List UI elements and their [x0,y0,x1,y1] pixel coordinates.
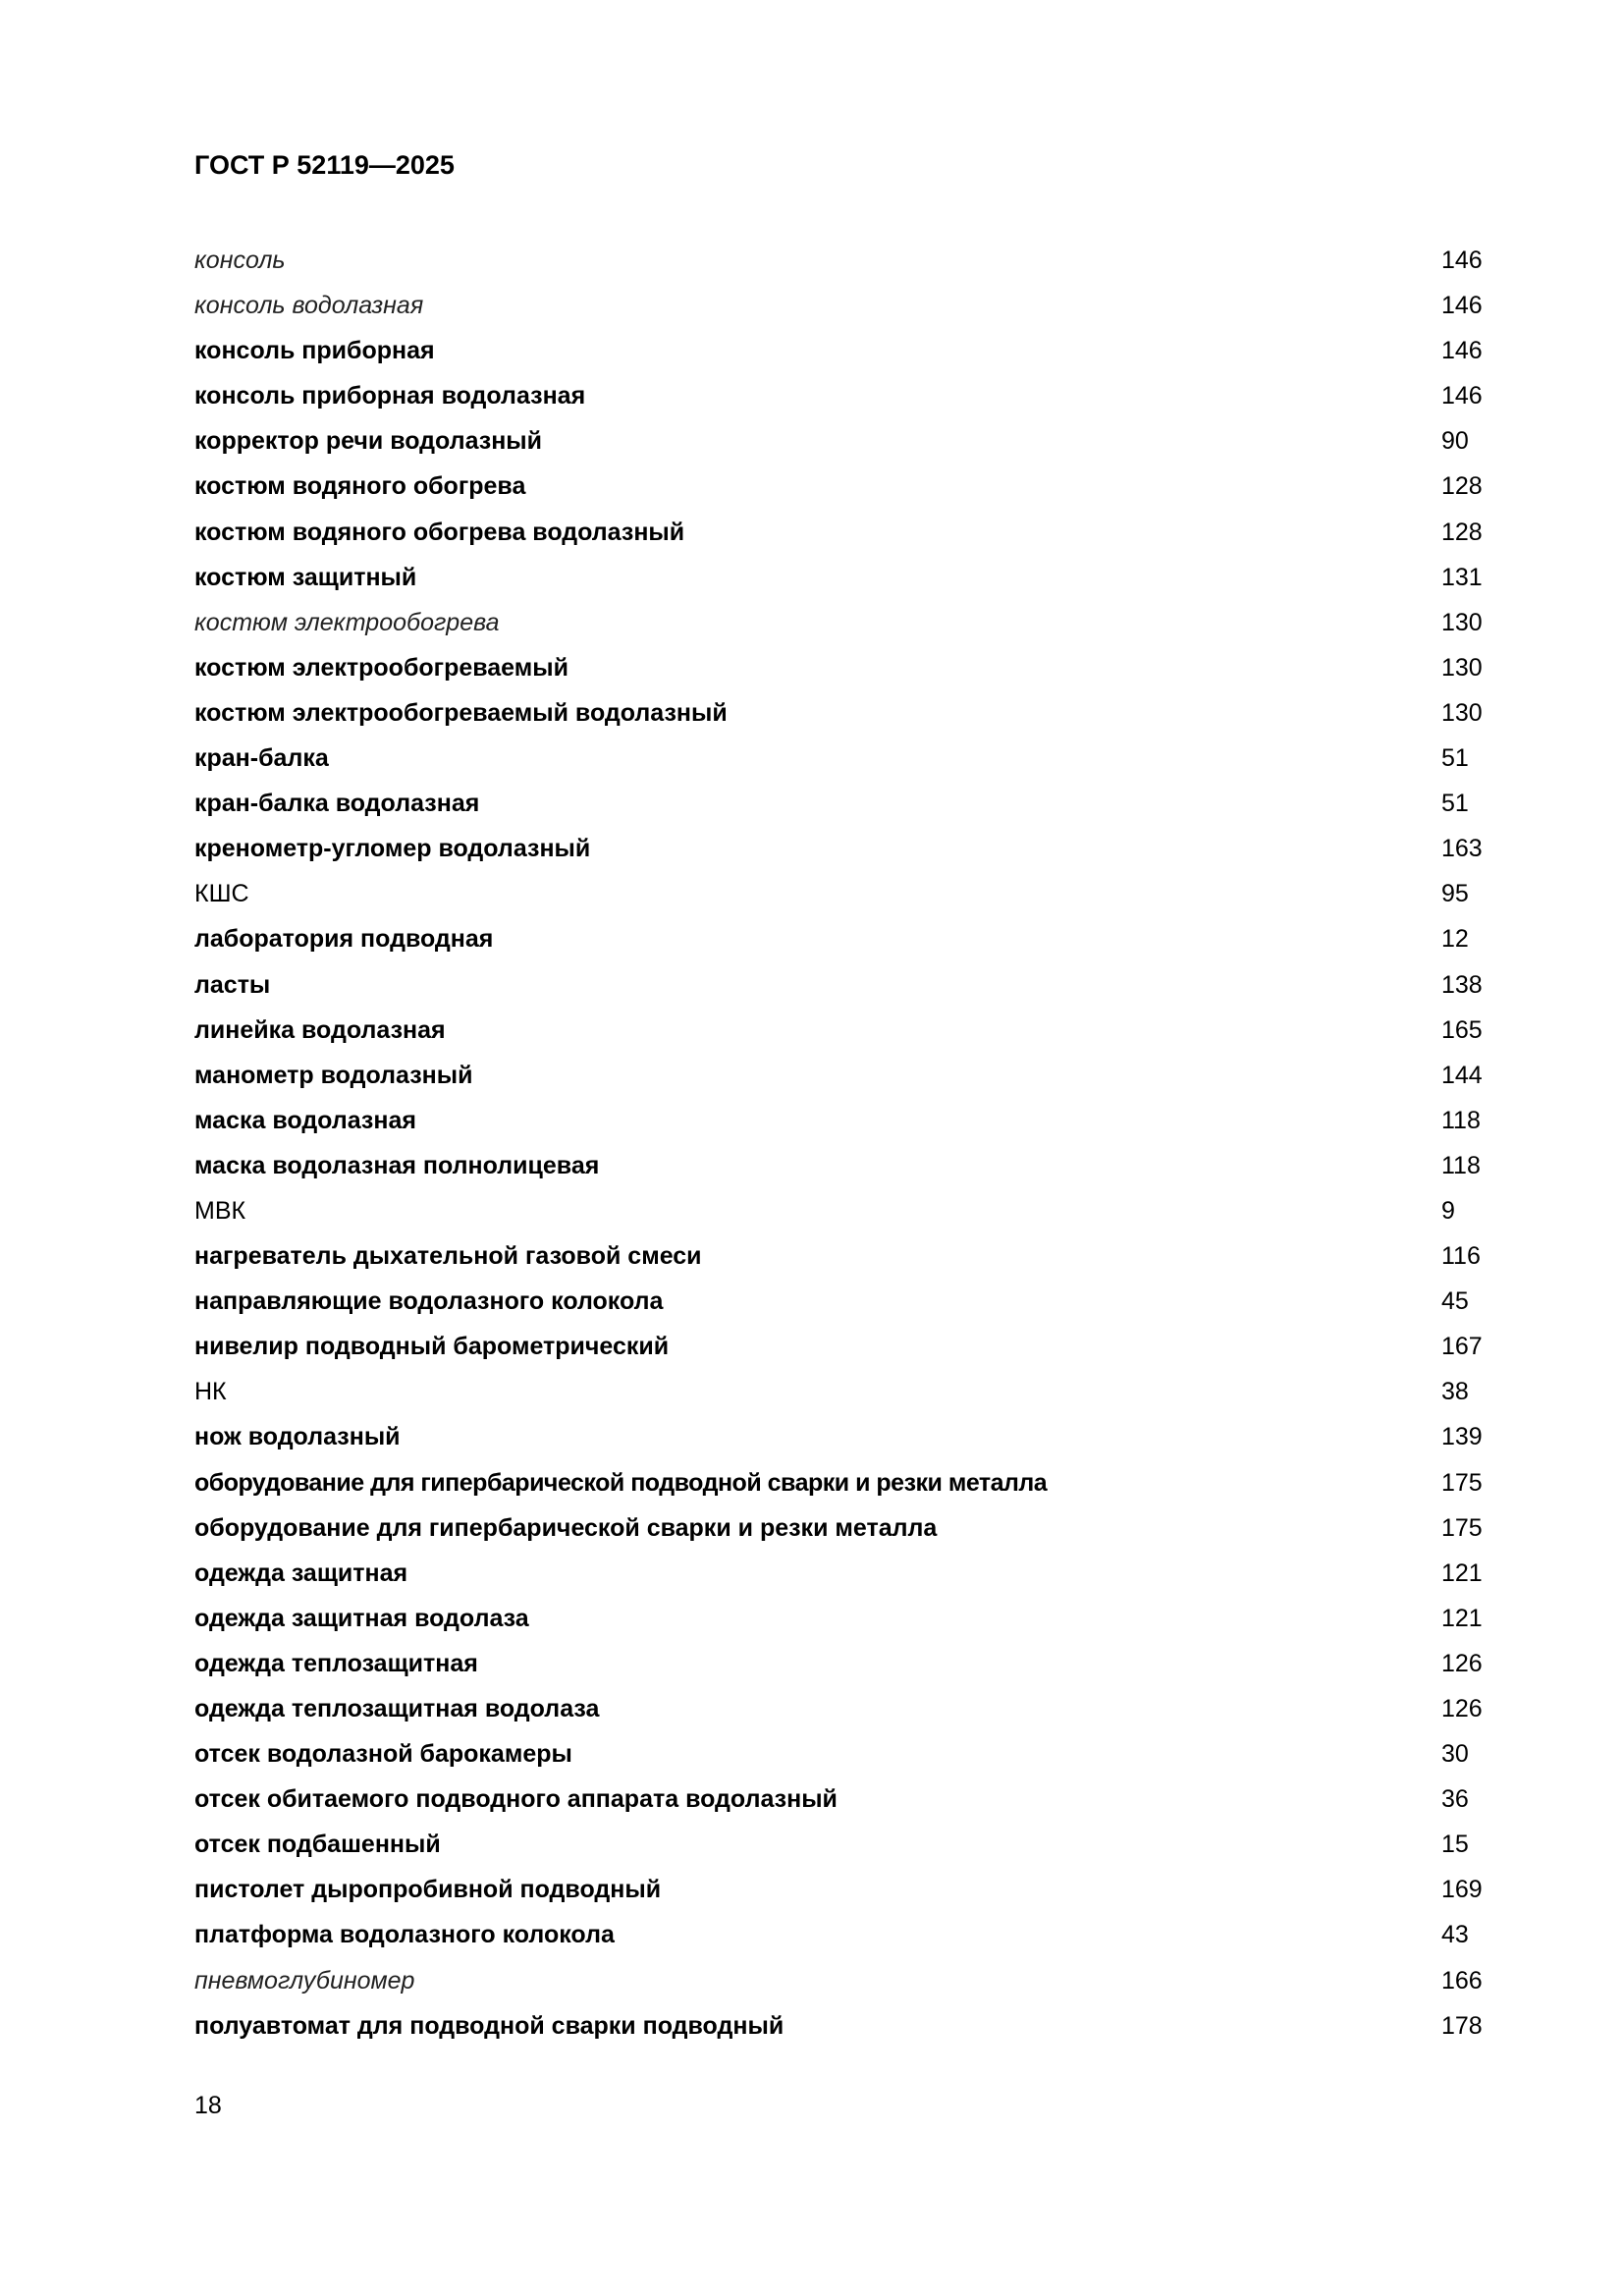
index-term: консоль приборная [194,337,435,365]
index-entry [194,871,1490,916]
index-term: маска водолазная полнолицевая [194,1151,600,1179]
term-index-list [194,238,1490,2049]
index-term: костюм электрообогреваемый [194,653,568,682]
page-number: 18 [194,2092,222,2119]
index-entry [194,645,1490,690]
index-page-ref: 130 [1441,653,1483,682]
index-term: манометр водолазный [194,1061,473,1089]
index-page-ref: 9 [1441,1196,1455,1225]
index-term: лаборатория подводная [194,925,494,954]
index-term: платформа водолазного колокола [194,1921,615,1949]
index-term: маска водолазная [194,1106,416,1134]
index-page-ref: 95 [1441,880,1469,908]
index-term: костюм электрообогреваемый водолазный [194,698,728,727]
index-term: одежда теплозащитная водолаза [194,1695,600,1722]
index-page-ref: 165 [1441,1015,1483,1044]
index-term: пистолет дыропробивной подводный [194,1876,662,1904]
index-term: нивелир подводный барометрический [194,1333,670,1361]
index-page-ref: 178 [1441,2011,1483,2040]
index-entry [194,1686,1490,1731]
index-term: костюм электрообогрева [194,608,500,636]
index-term: кран-балка [194,744,329,773]
index-page-ref: 121 [1441,1604,1483,1632]
index-page-ref: 15 [1441,1831,1469,1859]
index-term: КШС [194,880,249,908]
index-entry [194,1505,1490,1551]
index-page-ref: 36 [1441,1785,1469,1814]
index-entry [194,1822,1490,1867]
index-page-ref: 169 [1441,1876,1483,1904]
index-entry [194,510,1490,555]
index-entry [194,464,1490,509]
index-term: отсек подбашенный [194,1831,441,1859]
index-term: консоль [194,246,286,274]
index-term: консоль приборная водолазная [194,382,586,410]
index-entry [194,962,1490,1008]
index-term: оборудование для гипербарической подводной сварки и резки металла [194,1468,1048,1497]
index-term: костюм водяного обогрева водолазный [194,518,685,546]
index-term: одежда защитная водолаза [194,1604,529,1632]
index-entry [194,1143,1490,1188]
index-page-ref: 118 [1441,1106,1481,1134]
index-term: кренометр-угломер водолазный [194,835,591,863]
index-entry [194,418,1490,464]
index-page-ref: 116 [1441,1242,1481,1271]
index-term: линейка водолазная [194,1015,446,1044]
index-page-ref: 166 [1441,1966,1483,1995]
index-term: МВК [194,1196,246,1225]
index-entry [194,555,1490,600]
index-page-ref: 126 [1441,1649,1483,1677]
index-term: нож водолазный [194,1423,401,1451]
index-entry [194,328,1490,373]
index-entry [194,1414,1490,1459]
index-term: полуавтомат для подводной сварки подводный [194,2011,784,2040]
index-entry [194,1188,1490,1233]
index-term: костюм защитный [194,563,417,591]
index-entry [194,1641,1490,1686]
index-page-ref: 128 [1441,518,1483,546]
document-header: ГОСТ Р 52119—2025 [194,150,455,180]
index-entry [194,1731,1490,1777]
index-page-ref: 118 [1441,1151,1481,1179]
index-entry [194,2003,1490,2049]
index-term: одежда защитная [194,1558,408,1587]
index-page-ref: 139 [1441,1423,1483,1451]
index-entry [194,1324,1490,1369]
index-term: отсек обитаемого подводного аппарата водолазный [194,1785,838,1814]
index-term: консоль водолазная [194,292,424,320]
index-entry [194,1053,1490,1098]
index-page-ref: 146 [1441,337,1483,365]
index-entry [194,1279,1490,1324]
index-term: нагреватель дыхательной газовой смеси [194,1242,702,1271]
index-page-ref: 130 [1441,608,1483,636]
index-term: костюм водяного обогрева [194,472,526,501]
index-term: корректор речи водолазный [194,427,543,456]
index-page-ref: 146 [1441,382,1483,410]
index-entry [194,1912,1490,1957]
index-page-ref: 51 [1441,744,1469,773]
index-page-ref: 130 [1441,698,1483,727]
index-page-ref: 175 [1441,1513,1483,1542]
index-entry [194,1008,1490,1053]
index-page-ref: 43 [1441,1921,1469,1949]
index-entry [194,736,1490,781]
index-entry [194,916,1490,961]
index-entry [194,1596,1490,1641]
index-entry [194,826,1490,871]
index-page-ref: 126 [1441,1695,1483,1722]
index-page-ref: 138 [1441,970,1483,999]
index-term: оборудование для гипербарической сварки и резки металла [194,1513,938,1542]
index-page-ref: 30 [1441,1740,1469,1769]
index-page-ref: 146 [1441,292,1483,320]
index-entry [194,690,1490,736]
index-term: отсек водолазной барокамеры [194,1740,572,1769]
index-entry [194,1777,1490,1822]
index-term: ласты [194,970,271,999]
index-entry [194,781,1490,826]
index-page-ref: 146 [1441,246,1483,274]
index-entry [194,1867,1490,1912]
index-page-ref: 131 [1441,563,1483,591]
index-entry [194,600,1490,645]
index-term: одежда теплозащитная [194,1649,478,1677]
index-page-ref: 167 [1441,1333,1483,1361]
index-page-ref: 163 [1441,835,1483,863]
index-page-ref: 128 [1441,472,1483,501]
index-term: кран-балка водолазная [194,790,480,818]
index-term: направляющие водолазного колокола [194,1287,664,1316]
index-page-ref: 38 [1441,1378,1469,1406]
index-page-ref: 144 [1441,1061,1483,1089]
index-entry [194,283,1490,328]
index-page-ref: 90 [1441,427,1469,456]
index-page-ref: 51 [1441,790,1469,818]
index-entry [194,1958,1490,2003]
index-entry [194,1369,1490,1414]
index-entry [194,238,1490,283]
index-page-ref: 175 [1441,1468,1483,1497]
index-entry [194,1551,1490,1596]
index-entry [194,1233,1490,1279]
index-entry [194,1098,1490,1143]
index-term: НК [194,1378,227,1406]
index-term: пневмоглубиномер [194,1966,415,1995]
index-page-ref: 12 [1441,925,1469,954]
index-entry [194,373,1490,418]
index-page-ref: 45 [1441,1287,1469,1316]
index-page-ref: 121 [1441,1558,1483,1587]
index-entry [194,1460,1490,1505]
